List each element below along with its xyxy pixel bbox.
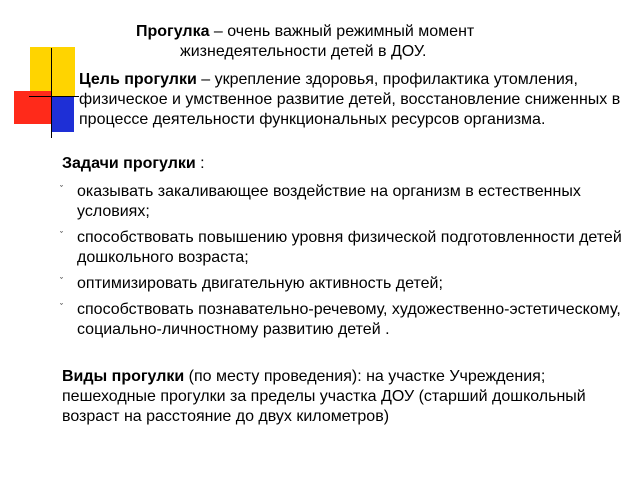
- title-line2-text: жизнедеятельности детей в ДОУ.: [180, 43, 427, 60]
- tasks-keyword: Задачи прогулки: [62, 155, 196, 172]
- list-item-text: оказывать закаливающее воздействие на организм в естественных условиях;: [77, 183, 581, 220]
- list-item-text: способствовать познавательно-речевому, художественно-эстетическому, социально-личностному развитию детей .: [77, 301, 621, 338]
- goal-keyword: Цель прогулки: [79, 71, 197, 88]
- list-item-text: способствовать повышению уровня физической подготовленности детей дошкольного возраста;: [77, 229, 622, 266]
- decor-yellow-square: [30, 47, 75, 97]
- decor-blue-square: [52, 96, 74, 132]
- decor-horizontal-line: [29, 96, 79, 97]
- types-text: (по месту проведения): на участке Учреждения; пешеходные прогулки за пределы участка ДОУ (старший дошкольный возраст на расстояние до двух километров): [62, 368, 586, 425]
- tasks-heading: [62, 154, 205, 174]
- slide-title: [136, 22, 496, 62]
- goal-paragraph: [79, 70, 624, 130]
- types-keyword: Виды прогулки: [62, 368, 185, 385]
- bullet-icon: ˇ: [60, 302, 63, 312]
- bullet-icon: ˇ: [60, 230, 63, 240]
- title-keyword: Прогулка: [136, 23, 210, 40]
- list-item: [60, 274, 636, 294]
- list-item: [60, 228, 636, 268]
- tasks-list: [60, 182, 636, 346]
- bullet-icon: ˇ: [60, 184, 63, 194]
- tasks-heading-rest: :: [195, 155, 205, 172]
- bullet-icon: ˇ: [60, 276, 63, 286]
- decor-vertical-line: [51, 48, 52, 138]
- list-item: [60, 182, 636, 222]
- list-item-text: оптимизировать двигательную активность детей;: [77, 275, 443, 292]
- goal-text: – укрепление здоровья, профилактика утомления, физическое и умственное развитие детей, восстановление сниженных в процессе деятельности функциональных ресурсов организма.: [79, 71, 621, 128]
- list-item: [60, 300, 636, 340]
- title-line1-text: – очень важный режимный момент: [209, 23, 475, 40]
- types-paragraph: [62, 367, 622, 427]
